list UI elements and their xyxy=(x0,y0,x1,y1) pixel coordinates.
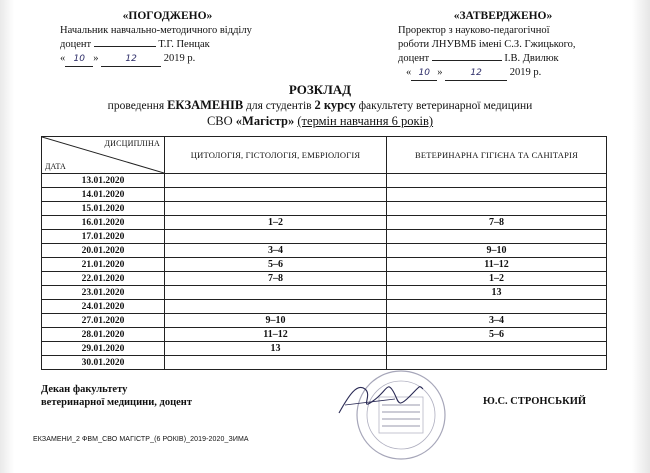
dean-title-block xyxy=(41,383,192,409)
hygiene-slot-cell xyxy=(387,174,607,188)
dean-title-line1: Декан факультету xyxy=(41,384,128,395)
schedule-title-block xyxy=(40,82,600,129)
date-cell: 13.01.2020 xyxy=(42,174,165,188)
corner-date-label: ДАТА xyxy=(45,162,66,171)
approval-approved-signer-line xyxy=(398,52,608,66)
cytology-slot-cell xyxy=(165,300,387,314)
table-row xyxy=(42,216,607,230)
date-cell: 20.01.2020 xyxy=(42,244,165,258)
subtitle-exams: ЕКЗАМЕНІВ xyxy=(167,98,244,112)
cytology-slot-cell: 3–4 xyxy=(165,244,387,258)
approval-agreed-block xyxy=(60,9,275,67)
hygiene-slot-cell: 11–12 xyxy=(387,258,607,272)
date-cell: 23.01.2020 xyxy=(42,286,165,300)
approval-approved-date-line: « 10 » 12 2019 р. xyxy=(398,66,608,81)
approval-approved-header: «ЗАТВЕРДЖЕНО» xyxy=(453,10,553,22)
approval-agreed-day: 10 xyxy=(73,54,85,64)
document-file-name: ЕКЗАМЕНИ_2 ФВМ_СВО МАГІСТР_(6 РОКІВ)_2019-2020_ЗИМА xyxy=(33,436,249,443)
date-cell: 16.01.2020 xyxy=(42,216,165,230)
table-row xyxy=(42,174,607,188)
approval-approved-year: 2019 р. xyxy=(509,67,542,78)
cytology-slot-cell: 9–10 xyxy=(165,314,387,328)
approval-approved-signer-name: І.В. Двилюк xyxy=(504,53,559,64)
table-row xyxy=(42,272,607,286)
table-corner-header xyxy=(42,137,165,174)
corner-discipline-label: ДИСЦИПЛІНА xyxy=(104,139,160,148)
table-row xyxy=(42,314,607,328)
table-row xyxy=(42,188,607,202)
hygiene-slot-cell xyxy=(387,356,607,370)
subtitle-level: СВО xyxy=(206,114,233,128)
cytology-slot-cell xyxy=(165,174,387,188)
hygiene-slot-cell xyxy=(387,300,607,314)
date-cell: 28.01.2020 xyxy=(42,328,165,342)
approval-agreed-signer-name: Т.Г. Пенцак xyxy=(158,39,210,50)
hygiene-slot-cell xyxy=(387,202,607,216)
schedule-subtitle-degree xyxy=(40,114,600,129)
table-row xyxy=(42,244,607,258)
subtitle-part1: проведення xyxy=(107,100,165,112)
cytology-slot-cell: 5–6 xyxy=(165,258,387,272)
dean-name: Ю.С. СТРОНСЬКИЙ xyxy=(483,396,587,407)
subtitle-part3: факультету ветеринарної медицини xyxy=(358,100,533,112)
cytology-slot-cell: 7–8 xyxy=(165,272,387,286)
approval-agreed-date-line: « 10 » 12 2019 р. xyxy=(60,52,275,67)
dean-title-line2: ветеринарної медицини, доцент xyxy=(41,397,192,408)
approval-approved-block xyxy=(398,9,608,81)
hygiene-slot-cell: 1–2 xyxy=(387,272,607,286)
table-row xyxy=(42,328,607,342)
hygiene-slot-cell: 7–8 xyxy=(387,216,607,230)
date-cell: 15.01.2020 xyxy=(42,202,165,216)
cytology-slot-cell xyxy=(165,286,387,300)
table-header-row xyxy=(42,137,607,174)
approval-approved-month: 12 xyxy=(470,68,482,78)
column-header-hygiene: ВЕТЕРИНАРНА ГІГІЄНА ТА САНІТАРІЯ xyxy=(387,137,607,174)
hygiene-slot-cell: 3–4 xyxy=(387,314,607,328)
schedule-subtitle xyxy=(40,98,600,114)
hygiene-slot-cell: 13 xyxy=(387,286,607,300)
subtitle-course: 2 курсу xyxy=(314,98,356,112)
date-cell: 14.01.2020 xyxy=(42,188,165,202)
subtitle-term: (термін навчання 6 років) xyxy=(297,114,434,128)
hygiene-slot-cell xyxy=(387,342,607,356)
cytology-slot-cell: 11–12 xyxy=(165,328,387,342)
date-cell: 24.01.2020 xyxy=(42,300,165,314)
column-header-cytology: ЦИТОЛОГІЯ, ГІСТОЛОГІЯ, ЕМБРІОЛОГІЯ xyxy=(165,137,387,174)
table-row xyxy=(42,258,607,272)
cytology-slot-cell xyxy=(165,202,387,216)
approval-approved-day: 10 xyxy=(418,68,430,78)
subtitle-part2: для студентів xyxy=(246,100,312,112)
cytology-slot-cell: 13 xyxy=(165,342,387,356)
approval-agreed-signer-prefix: доцент xyxy=(60,39,92,50)
schedule-title: РОЗКЛАД xyxy=(288,82,352,97)
table-body xyxy=(42,174,607,370)
cytology-slot-cell xyxy=(165,188,387,202)
approval-agreed-year: 2019 р. xyxy=(163,53,196,64)
table-row xyxy=(42,356,607,370)
cytology-slot-cell: 1–2 xyxy=(165,216,387,230)
date-cell: 30.01.2020 xyxy=(42,356,165,370)
exam-schedule-table xyxy=(41,136,607,370)
cytology-slot-cell xyxy=(165,230,387,244)
date-cell: 17.01.2020 xyxy=(42,230,165,244)
table-row xyxy=(42,342,607,356)
hygiene-slot-cell xyxy=(387,188,607,202)
approval-agreed-position: Начальник навчально-методичного відділу xyxy=(60,25,252,36)
date-cell: 27.01.2020 xyxy=(42,314,165,328)
approval-approved-position-1: Проректор з науково-педагогічної xyxy=(398,25,550,36)
date-cell: 21.01.2020 xyxy=(42,258,165,272)
hygiene-slot-cell: 5–6 xyxy=(387,328,607,342)
approval-agreed-month: 12 xyxy=(125,54,137,64)
cytology-slot-cell xyxy=(165,356,387,370)
approval-approved-position-2: роботи ЛНУВМБ імені С.З. Гжицького, xyxy=(398,39,576,50)
table-row xyxy=(42,300,607,314)
table-row xyxy=(42,202,607,216)
hygiene-slot-cell: 9–10 xyxy=(387,244,607,258)
signature-icon xyxy=(335,375,425,420)
table-row xyxy=(42,230,607,244)
date-cell: 22.01.2020 xyxy=(42,272,165,286)
subtitle-degree: «Магістр» xyxy=(235,114,295,128)
approval-approved-signer-prefix: доцент xyxy=(398,53,430,64)
date-cell: 29.01.2020 xyxy=(42,342,165,356)
hygiene-slot-cell xyxy=(387,230,607,244)
approval-agreed-signer-line xyxy=(60,38,275,52)
approval-agreed-header: «ПОГОДЖЕНО» xyxy=(122,10,213,22)
table-row xyxy=(42,286,607,300)
